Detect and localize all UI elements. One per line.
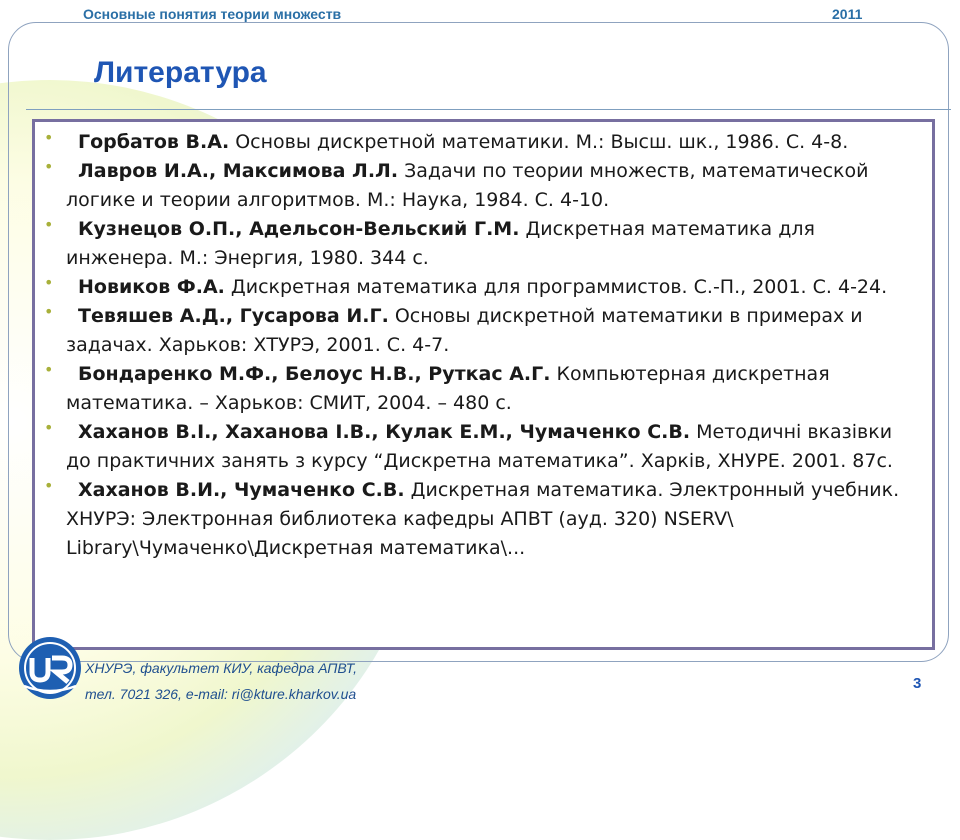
reference-text: Компьютерная дискретная математика. – Харьков: СМИТ, 2004. – 480 с.: [66, 363, 830, 414]
title-divider: [26, 109, 951, 110]
reference-text: Основы дискретной математики. М.: Высш. шк., 1986. С. 4-8.: [229, 131, 849, 153]
bullet-icon: •: [44, 128, 54, 147]
bullet-icon: •: [44, 302, 54, 321]
reference-text: Дискретная математика для программистов. С.-П., 2001. С. 4-24.: [224, 276, 888, 298]
bullet-icon: •: [44, 157, 54, 176]
reference-authors: Новиков Ф.А.: [78, 276, 225, 298]
reference-item: [35, 157, 932, 215]
page-number: 3: [913, 675, 922, 692]
reference-item: [35, 273, 932, 302]
reference-item: [35, 302, 932, 360]
university-logo-icon: [18, 636, 82, 700]
reference-authors: Бондаренко М.Ф., Белоус Н.В., Руткас А.Г.: [78, 363, 551, 385]
footer-contact: тел. 7021 326, e-mail: ri@kture.kharkov.ua: [85, 686, 357, 702]
references-list: [35, 128, 932, 563]
bullet-icon: •: [44, 360, 54, 379]
reference-authors: Лавров И.А., Максимова Л.Л.: [78, 160, 399, 182]
bullet-icon: •: [44, 215, 54, 234]
bullet-icon: •: [44, 273, 54, 292]
reference-item: [35, 418, 932, 476]
reference-authors: Хаханов В.И., Чумаченко С.В.: [78, 479, 405, 501]
references-box: [32, 119, 935, 650]
reference-authors: Кузнецов О.П., Адельсон-Вельский Г.М.: [78, 218, 520, 240]
reference-text: Задачи по теории множеств, математической логике и теории алгоритмов. М.: Наука, 1984. С. 4-10.: [66, 160, 869, 211]
header-title: Основные понятия теории множеств: [83, 6, 342, 22]
reference-text: Основы дискретной математики в примерах и задачах. Харьков: ХТУРЭ, 2001. С. 4-7.: [66, 305, 863, 356]
reference-text: Дискретная математика. Электронный учебник. ХНУРЭ: Электронная библиотека кафедры АПВТ (ауд. 320) NSERV\ Library\Чумаченко\Дискретная математика\...: [66, 479, 900, 559]
bullet-icon: •: [44, 476, 54, 495]
slide-title: Литература: [94, 56, 267, 89]
reference-item: [35, 360, 932, 418]
reference-item: [35, 215, 932, 273]
reference-authors: Тевяшев А.Д., Гусарова И.Г.: [78, 305, 389, 327]
reference-text: Дискретная математика для инженера. М.: Энергия, 1980. 344 с.: [66, 218, 815, 269]
header-year: 2011: [832, 6, 863, 22]
reference-item: [35, 128, 932, 157]
footer-affiliation: ХНУРЭ, факультет КИУ, кафедра АПВТ,: [85, 660, 358, 676]
bullet-icon: •: [44, 418, 54, 437]
reference-item: [35, 476, 932, 563]
reference-authors: Горбатов В.А.: [78, 131, 230, 153]
reference-text: Методичні вказівки до практичних занять з курсу “Дискретна математика”. Харків, ХНУРЕ. 2001. 87с.: [66, 421, 893, 472]
reference-authors: Хаханов В.І., Хаханова І.В., Кулак Е.М., Чумаченко С.В.: [78, 421, 691, 443]
